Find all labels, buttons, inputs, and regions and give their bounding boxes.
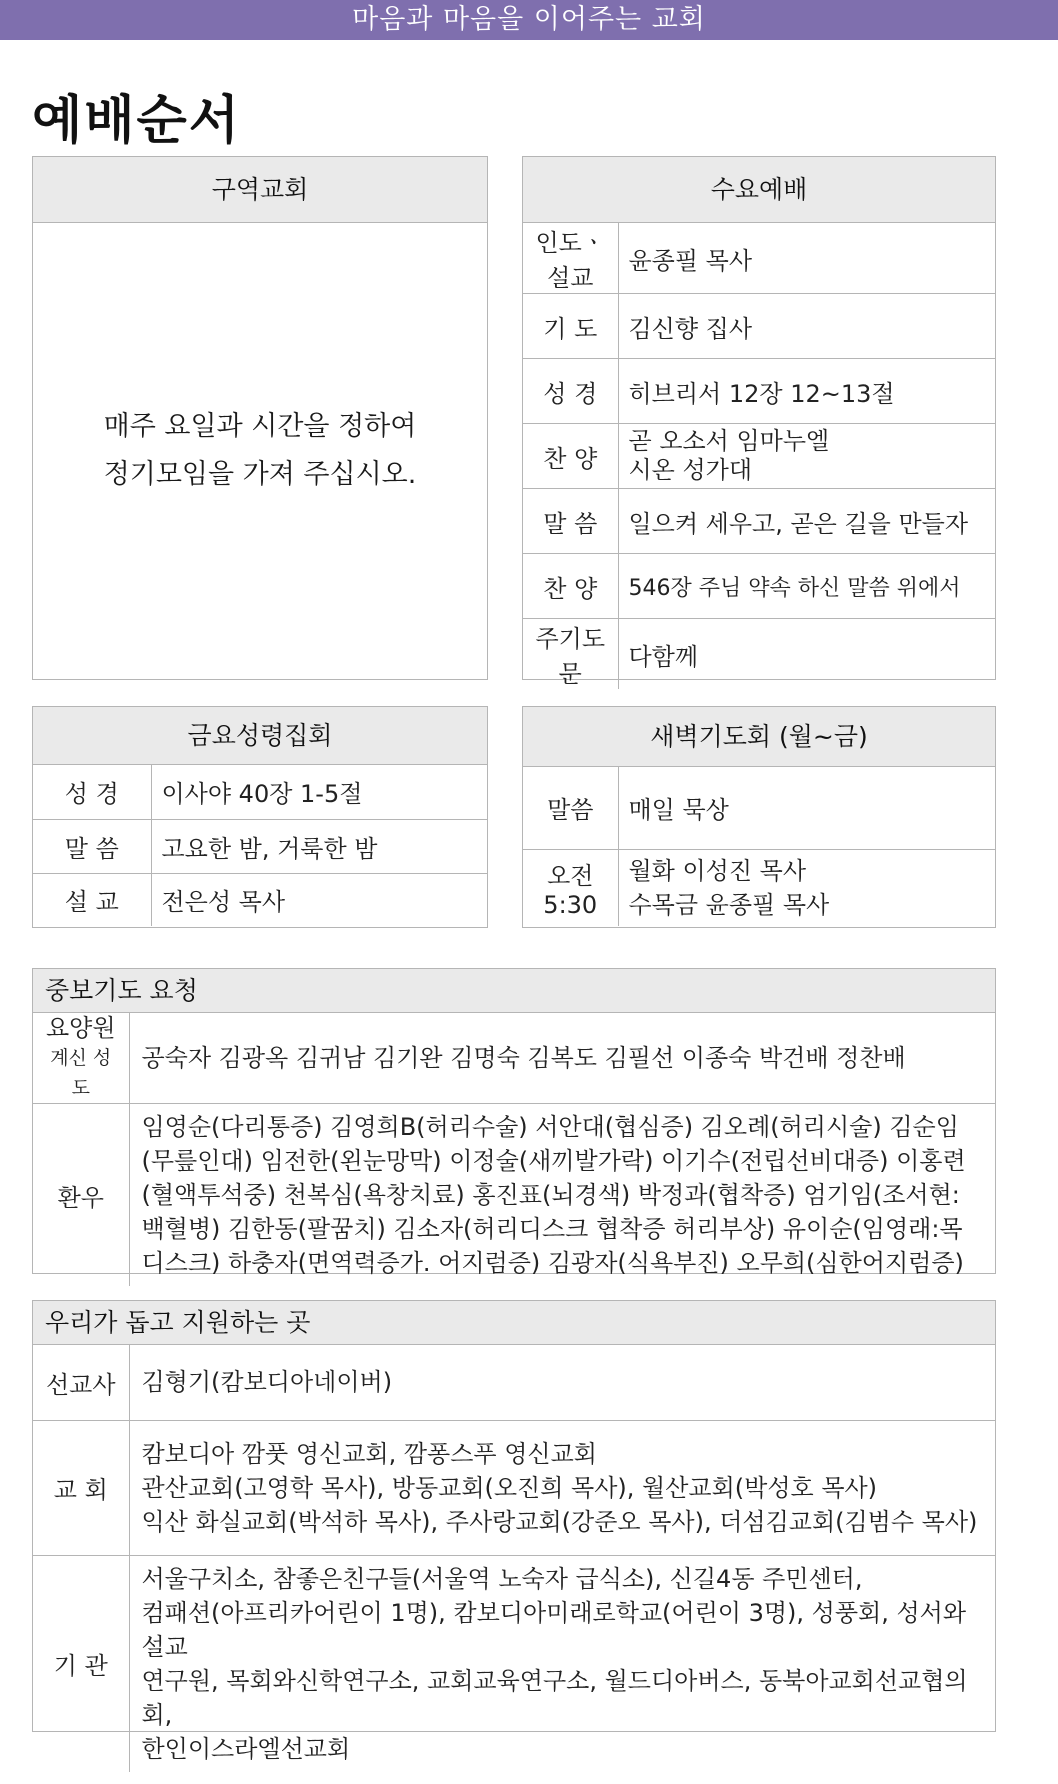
dawn-table (523, 767, 995, 926)
nursing-label: 요양원 (45, 1014, 116, 1042)
row-label: 기 관 (33, 1555, 129, 1772)
top-banner: 마음과 마음을 이어주는 교회 (0, 0, 1058, 40)
table-row (33, 1555, 995, 1772)
row-value: 매일 묵상 (628, 796, 729, 825)
row-label: 오전 5:30 (523, 849, 618, 926)
row-label: 선교사 (33, 1345, 129, 1420)
row-label (33, 1013, 129, 1104)
prayer-heading: 중보기도 요청 (33, 969, 995, 1013)
row-value: 일으켜 세우고, 곧은 길을 만들자 (618, 489, 995, 554)
row-label: 설 교 (33, 873, 151, 926)
wednesday-service-box (522, 156, 996, 688)
row-label: 말씀 (523, 767, 618, 849)
row-value: 히브리서 12장 12~13절 (618, 359, 995, 424)
support-heading: 우리가 돕고 지원하는 곳 (33, 1301, 995, 1345)
row-label: 기 도 (523, 294, 618, 359)
church-list (129, 1420, 995, 1555)
table-row (523, 849, 995, 926)
table-row (523, 767, 995, 849)
table-row (33, 873, 487, 926)
row-value: 이사야 40장 1-5절 (161, 780, 363, 809)
table-row (33, 765, 487, 819)
row-value: 546장 주님 약속 하신 말씀 위에서 (618, 554, 995, 619)
page-title: 예배순서 (32, 91, 241, 151)
church-line: 익산 화실교회(박석하 목사), 주사랑교회(강준오 목사), 더섬김교회(김범수 목사) (141, 1507, 978, 1536)
org-line: 연구원, 목회와신학연구소, 교회교육연구소, 월드디아버스, 동북아교회선교협의회, (141, 1666, 968, 1729)
wednesday-heading: 수요예배 (523, 157, 995, 223)
table-row (523, 554, 995, 619)
org-line: 서울구치소, 참좋은친구들(서울역 노숙자 급식소), 신길4동 주민센터, (141, 1564, 863, 1593)
dawn-prayer-box (522, 706, 996, 928)
district-church-body (33, 223, 487, 678)
table-row (33, 819, 487, 873)
district-church-heading: 구역교회 (33, 157, 487, 223)
friday-heading: 금요성령집회 (33, 707, 487, 765)
dawn-heading: 새벽기도회 (월~금) (523, 707, 995, 767)
row-label: 교 회 (33, 1420, 129, 1555)
wednesday-table (523, 223, 995, 689)
church-line: 관산교회(고영학 목사), 방동교회(오진희 목사), 월산교회(박성호 목사) (141, 1473, 878, 1502)
table-row (523, 619, 995, 690)
missionary-value: 김형기(캄보디아네이버) (141, 1368, 393, 1397)
nursing-members: 공숙자 김광옥 김귀남 김기완 김명숙 김복도 김필선 이종숙 박건배 정찬배 (141, 1044, 906, 1072)
church-line: 캄보디아 깜풋 영신교회, 깜퐁스푸 영신교회 (141, 1439, 597, 1468)
row-label: 말 씀 (33, 819, 151, 873)
row-value-line-1: 곧 오소서 임마누엘 (628, 427, 830, 455)
table-row (33, 1345, 995, 1420)
row-label: 인도ㆍ설교 (523, 223, 618, 294)
district-line-1: 매주 요일과 시간을 정하여 (103, 410, 417, 442)
table-row (33, 1104, 995, 1287)
table-row (33, 1420, 995, 1555)
row-label: 주기도문 (523, 619, 618, 690)
row-value-line-2: 시온 성가대 (628, 456, 753, 484)
friday-gathering-box (32, 706, 488, 928)
row-value: 김신향 집사 (618, 294, 995, 359)
support-box (32, 1300, 996, 1763)
district-church-box (32, 156, 488, 680)
row-value-line-2: 수목금 윤종필 목사 (628, 890, 830, 919)
row-value (618, 849, 995, 926)
prayer-request-box (32, 968, 996, 1277)
table-row (523, 294, 995, 359)
row-label: 성 경 (33, 765, 151, 819)
patient-list: 임영순(다리통증) 김영희B(허리수술) 서안대(협심증) 김오례(허리시술) 김순임(무릎인대) 임전한(왼눈망막) 이정술(새끼발가락) 이기수(전립선비대증) 이홍련(혈액투석중) 천복심(욕창치료) 홍진표(뇌경색) 박정과(협착증) 엄기임(조서현:백혈병) 김한동(팔꿈치) 김소자(허리디스크 협착증 허리부상) 유이순(임영래:목디스크) 하충자(면역력증가. 어지럼증) 김광자(식욕부진) 오무희(심한어지럼증) (129, 1104, 995, 1287)
row-value: 윤종필 목사 (628, 246, 753, 275)
table-row (33, 1013, 995, 1104)
org-line: 한인이스라엘선교회 (141, 1734, 351, 1763)
org-line: 컴패션(아프리카어린이 1명), 캄보디아미래로학교(어린이 3명), 성풍회, 성서와설교 (141, 1598, 967, 1661)
organization-list (129, 1555, 995, 1772)
row-label: 찬 양 (523, 554, 618, 619)
nursing-sublabel: 계신 성도 (50, 1047, 112, 1099)
table-row (523, 223, 995, 294)
district-line-2: 정기모임을 가져 주십시오. (103, 458, 417, 490)
table-row (523, 359, 995, 424)
prayer-table (33, 1013, 995, 1286)
row-value: 다함께 (618, 619, 995, 690)
row-label: 환우 (33, 1104, 129, 1287)
row-label: 찬 양 (523, 424, 618, 489)
table-row (523, 489, 995, 554)
row-value-line-1: 월화 이성진 목사 (628, 856, 807, 885)
row-value: 전은성 목사 (151, 873, 487, 926)
table-row (523, 424, 995, 489)
row-label: 성 경 (523, 359, 618, 424)
row-label: 말 씀 (523, 489, 618, 554)
row-value (618, 424, 995, 489)
row-value: 고요한 밤, 거룩한 밤 (151, 819, 487, 873)
friday-table (33, 765, 487, 926)
support-table (33, 1345, 995, 1772)
